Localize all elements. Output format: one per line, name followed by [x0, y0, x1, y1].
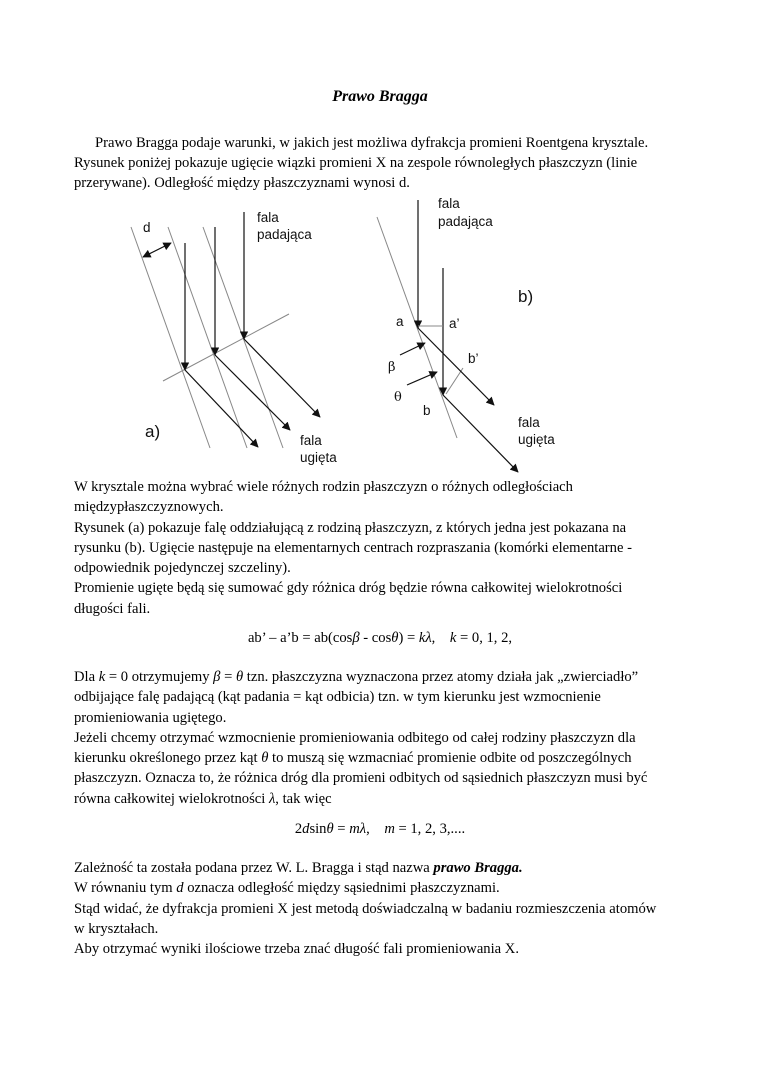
text-run: W równaniu tym	[74, 880, 177, 897]
text-line: Stąd widać, że dyfrakcja promieni X jest metodą doświadczalną w badaniu rozmieszczenia atomów	[74, 900, 657, 917]
d-spacing-arrow	[143, 243, 171, 257]
incident-wave-label: padająca	[438, 214, 493, 229]
figure-a-label: a)	[145, 422, 161, 441]
text-line	[74, 789, 694, 809]
eq-part: =	[333, 821, 350, 837]
text-line: Promienie ugięte będą się sumować gdy różnica dróg będzie równa całkowitej wielokrotności	[74, 580, 623, 597]
wavefront-line	[163, 314, 289, 381]
text-line: międzypłaszczyznowych.	[74, 499, 224, 516]
diffracted-wave-label: fala	[300, 433, 322, 448]
eq-theta: θ	[391, 630, 399, 646]
equation-bragg-law	[0, 821, 760, 838]
eq-part: ,	[366, 821, 385, 837]
var-d: d	[176, 880, 184, 897]
text-line	[74, 858, 694, 878]
eq-theta: θ	[326, 821, 334, 837]
eq-part: ,	[431, 630, 450, 646]
eq-part: - cos	[359, 630, 392, 646]
text-line: promieniowania ugiętego.	[74, 709, 227, 726]
diffracted-ray	[443, 395, 518, 472]
var-theta: θ	[235, 669, 244, 685]
bragg-law-emphasis: prawo Bragga.	[433, 860, 523, 876]
paragraph-conclusion	[74, 858, 694, 959]
eq-part: ) =	[398, 630, 419, 646]
eq-k: k	[449, 630, 457, 646]
eq-k: k	[418, 630, 426, 646]
eq-part: 2	[294, 821, 303, 837]
text-line	[74, 667, 694, 687]
text-line	[74, 878, 694, 898]
eq-lambda: λ	[425, 630, 432, 646]
paragraph-mirror-condition	[74, 667, 694, 809]
text-run: kierunku określonego przez kąt	[74, 750, 262, 767]
text-run: równa całkowitej wielokrotności	[74, 790, 269, 807]
crystal-plane	[168, 227, 247, 448]
text-line: Aby otrzymać wyniki ilościowe trzeba znać długość fali promieniowania X.	[74, 941, 519, 958]
text-line: płaszczyzn. Oznacza to, że różnica dróg dla promieni odbitych od sąsiednich płaszczyzn musi być	[74, 770, 648, 787]
eq-beta: β	[352, 630, 360, 646]
intro-line: Rysunek poniżej pokazuje ugięcie wiązki promieni X na zespole równoległych płaszczyzn (linie	[74, 155, 638, 171]
diffracted-wave-label: ugięta	[518, 432, 555, 447]
figure-b-label: b)	[518, 287, 534, 306]
text-line: rysunku (b). Ugięcie następuje na elementarnych centrach rozpraszania (komórki elementarne -	[74, 539, 632, 556]
intro-line: przerywane). Odległość między płaszczyznami wynosi d.	[74, 175, 410, 192]
text-line	[74, 748, 694, 768]
text-run: = 0 otrzymujemy	[105, 669, 214, 685]
incident-wave-label: fala	[257, 210, 279, 225]
var-theta: θ	[261, 750, 269, 767]
point-a-label: a	[396, 314, 404, 329]
diffracted-wave-label: fala	[518, 415, 540, 430]
eq-part: = 1, 2, 3,....	[394, 821, 466, 837]
path-difference-line-bb	[446, 368, 463, 394]
var-lambda: λ	[268, 790, 276, 807]
text-run: tzn. płaszczyzna wyznaczona przez atomy działa jak „zwierciadło”	[243, 669, 639, 685]
text-line: W krysztale można wybrać wiele różnych rodzin płaszczyzn o różnych odległościach	[74, 479, 573, 495]
text-run: to muszą się wzmacniać promienie odbite od poszczególnych	[268, 750, 632, 767]
point-a-prime-label: a’	[449, 316, 460, 331]
text-run: =	[220, 669, 236, 685]
text-line: odbijające falę padającą (kąt padania = kąt odbicia) tzn. w tym kierunku jest wzmocnienie	[74, 689, 601, 706]
equation-path-difference	[0, 630, 760, 647]
beta-label: β	[388, 360, 396, 375]
point-b-label: b	[423, 403, 431, 418]
incident-wave-label: padająca	[257, 227, 312, 242]
figure-b	[377, 196, 555, 472]
text-line: odpowiednik pojedynczej szczeliny).	[74, 560, 291, 577]
diffracted-ray	[244, 339, 320, 417]
theta-angle-arrow	[407, 372, 437, 385]
eq-part: ab’ – a’b = ab(cos	[247, 630, 353, 646]
incident-wave-label: fala	[438, 196, 460, 211]
eq-d: d	[302, 821, 310, 837]
page-title: Prawo Bragga	[332, 88, 428, 105]
text-run: , tak więc	[275, 790, 332, 807]
diffracted-ray	[418, 328, 494, 405]
diffracted-wave-label: ugięta	[300, 450, 337, 465]
theta-label: θ	[394, 390, 402, 405]
crystal-plane	[131, 227, 210, 448]
figure-a	[131, 210, 337, 465]
text-run: oznacza odległość między sąsiednimi płaszczyznami.	[183, 880, 500, 897]
var-k: k	[98, 669, 106, 685]
eq-m: m	[384, 821, 395, 837]
crystal-plane	[377, 217, 457, 438]
text-run: Zależność ta została podana przez W. L. Bragga i stąd nazwa	[74, 860, 434, 876]
paragraph-crystal-planes	[74, 477, 694, 619]
eq-m: m	[349, 821, 360, 837]
eq-part: = 0, 1, 2,	[456, 630, 513, 646]
text-run: Dla	[74, 669, 99, 685]
eq-lambda: λ	[359, 821, 367, 837]
point-b-prime-label: b’	[468, 351, 479, 366]
d-label: d	[143, 220, 151, 235]
var-beta: β	[213, 669, 221, 685]
text-line: Jeżeli chcemy otrzymać wzmocnienie promieniowania odbitego od całej rodziny płaszczyzn dla	[74, 729, 636, 746]
intro-line: Prawo Bragga podaje warunki, w jakich jest możliwa dyfrakcja promieni Roentgena krysztale.	[95, 135, 649, 151]
beta-angle-arrow	[400, 343, 425, 355]
bragg-diagrams	[0, 0, 760, 480]
text-line: Rysunek (a) pokazuje falę oddziałującą z rodziną płaszczyzn, z których jedna jest pokazana na	[74, 519, 627, 536]
text-line: w kryształach.	[74, 920, 159, 937]
diffracted-ray	[215, 355, 290, 430]
text-line: długości fali.	[74, 600, 151, 617]
eq-part: sin	[309, 821, 327, 837]
